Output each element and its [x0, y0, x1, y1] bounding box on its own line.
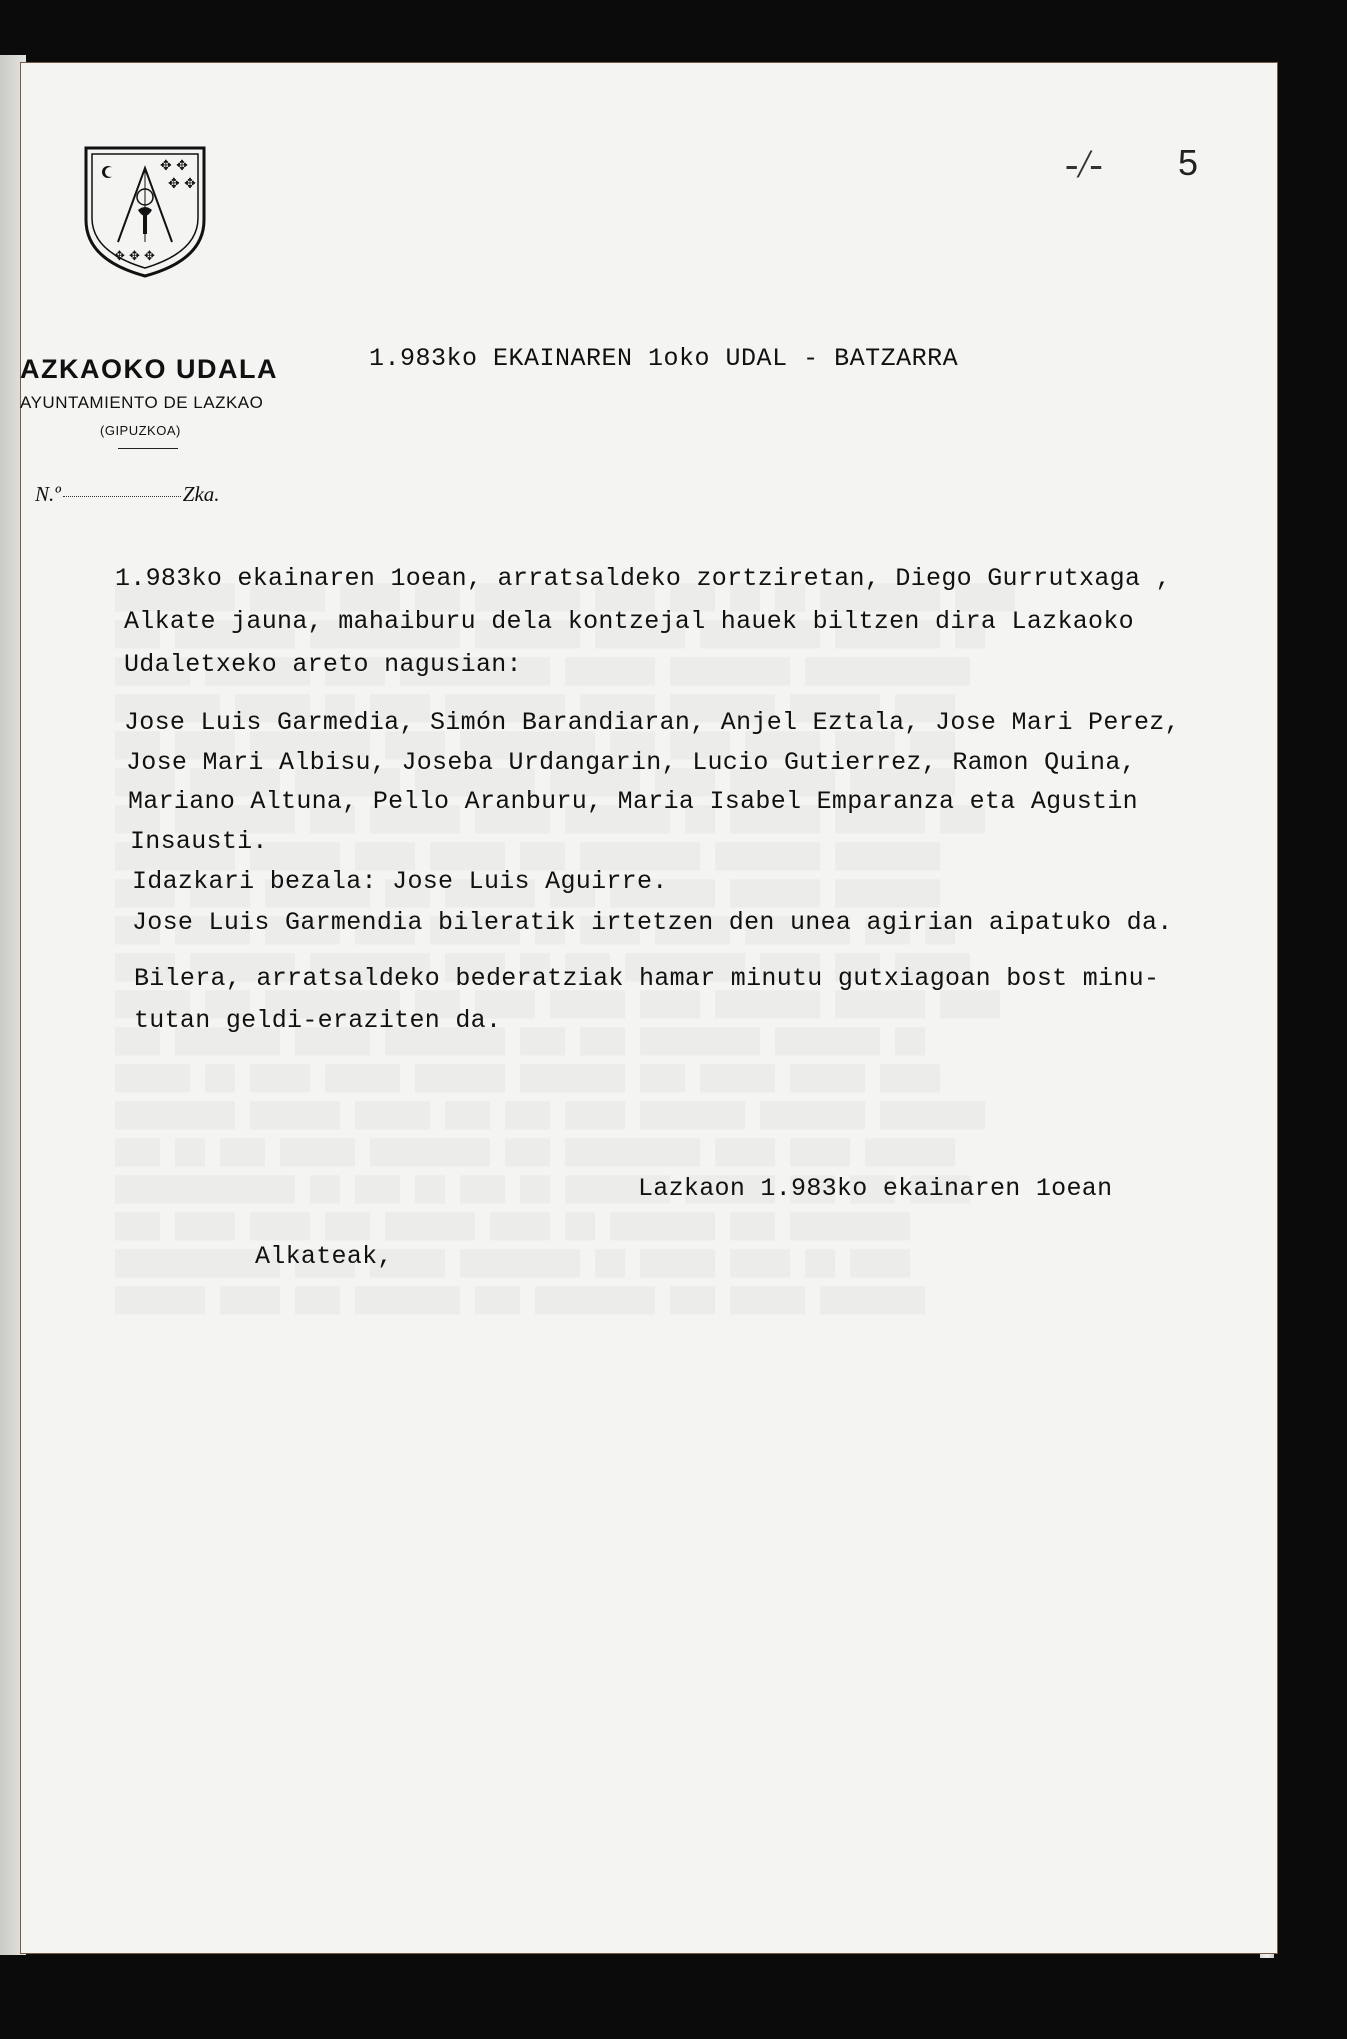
body-line: Alkate jauna, mahaiburu dela kontzejal hauek biltzen dira Lazkaoko [124, 607, 1134, 636]
body-line: Bilera, arratsaldeko bederatziak hamar minutu gutxiagoan bost minu- [134, 964, 1160, 993]
document-title: 1.983ko EKAINAREN 1oko UDAL - BATZARRA [369, 344, 959, 373]
number-blank [63, 496, 181, 497]
organization-province: (GIPUZKOA) [100, 423, 181, 438]
body-line: Idazkari bezala: Jose Luis Aguirre. [132, 867, 668, 896]
number-suffix: Zka. [182, 482, 220, 506]
body-line: Udaletxeko areto nagusian: [124, 650, 522, 679]
body-line: Jose Luis Garmedia, Simón Barandiaran, Anjel Eztala, Jose Mari Perez, [124, 708, 1180, 737]
number-prefix: N.º [35, 482, 61, 506]
page-number: 5 [1178, 142, 1199, 183]
divider [118, 448, 178, 449]
signature-label: Alkateak, [255, 1242, 393, 1271]
organization-subtitle: AYUNTAMIENTO DE LAZKAO [20, 393, 264, 412]
organization-name: AZKAOKO UDALA [20, 354, 278, 384]
body-line: Jose Luis Garmendia bileratik irtetzen den unea agirian aipatuko da. [132, 908, 1173, 937]
svg-text:✥ ✥: ✥ ✥ [160, 158, 188, 174]
svg-text:✥ ✥: ✥ ✥ [168, 176, 196, 192]
svg-text:✥ ✥ ✥: ✥ ✥ ✥ [114, 249, 155, 264]
document-page [20, 62, 1278, 1954]
folio-mark: -/- [1065, 141, 1103, 186]
reference-number-line [35, 482, 220, 507]
body-line: 1.983ko ekainaren 1oean, arratsaldeko zortziretan, Diego Gurrutxaga , [115, 564, 1171, 593]
coat-of-arms-icon [80, 142, 210, 282]
place-date: Lazkaon 1.983ko ekainaren 1oean [638, 1174, 1113, 1203]
body-line: Mariano Altuna, Pello Aranburu, Maria Isabel Emparanza eta Agustin [128, 787, 1138, 816]
body-line: Jose Mari Albisu, Joseba Urdangarin, Lucio Gutierrez, Ramon Quina, [126, 748, 1136, 777]
letterhead [20, 142, 320, 502]
body-line: Insausti. [130, 827, 268, 856]
organization-block [20, 354, 320, 449]
body-line: tutan geldi-eraziten da. [134, 1006, 502, 1035]
